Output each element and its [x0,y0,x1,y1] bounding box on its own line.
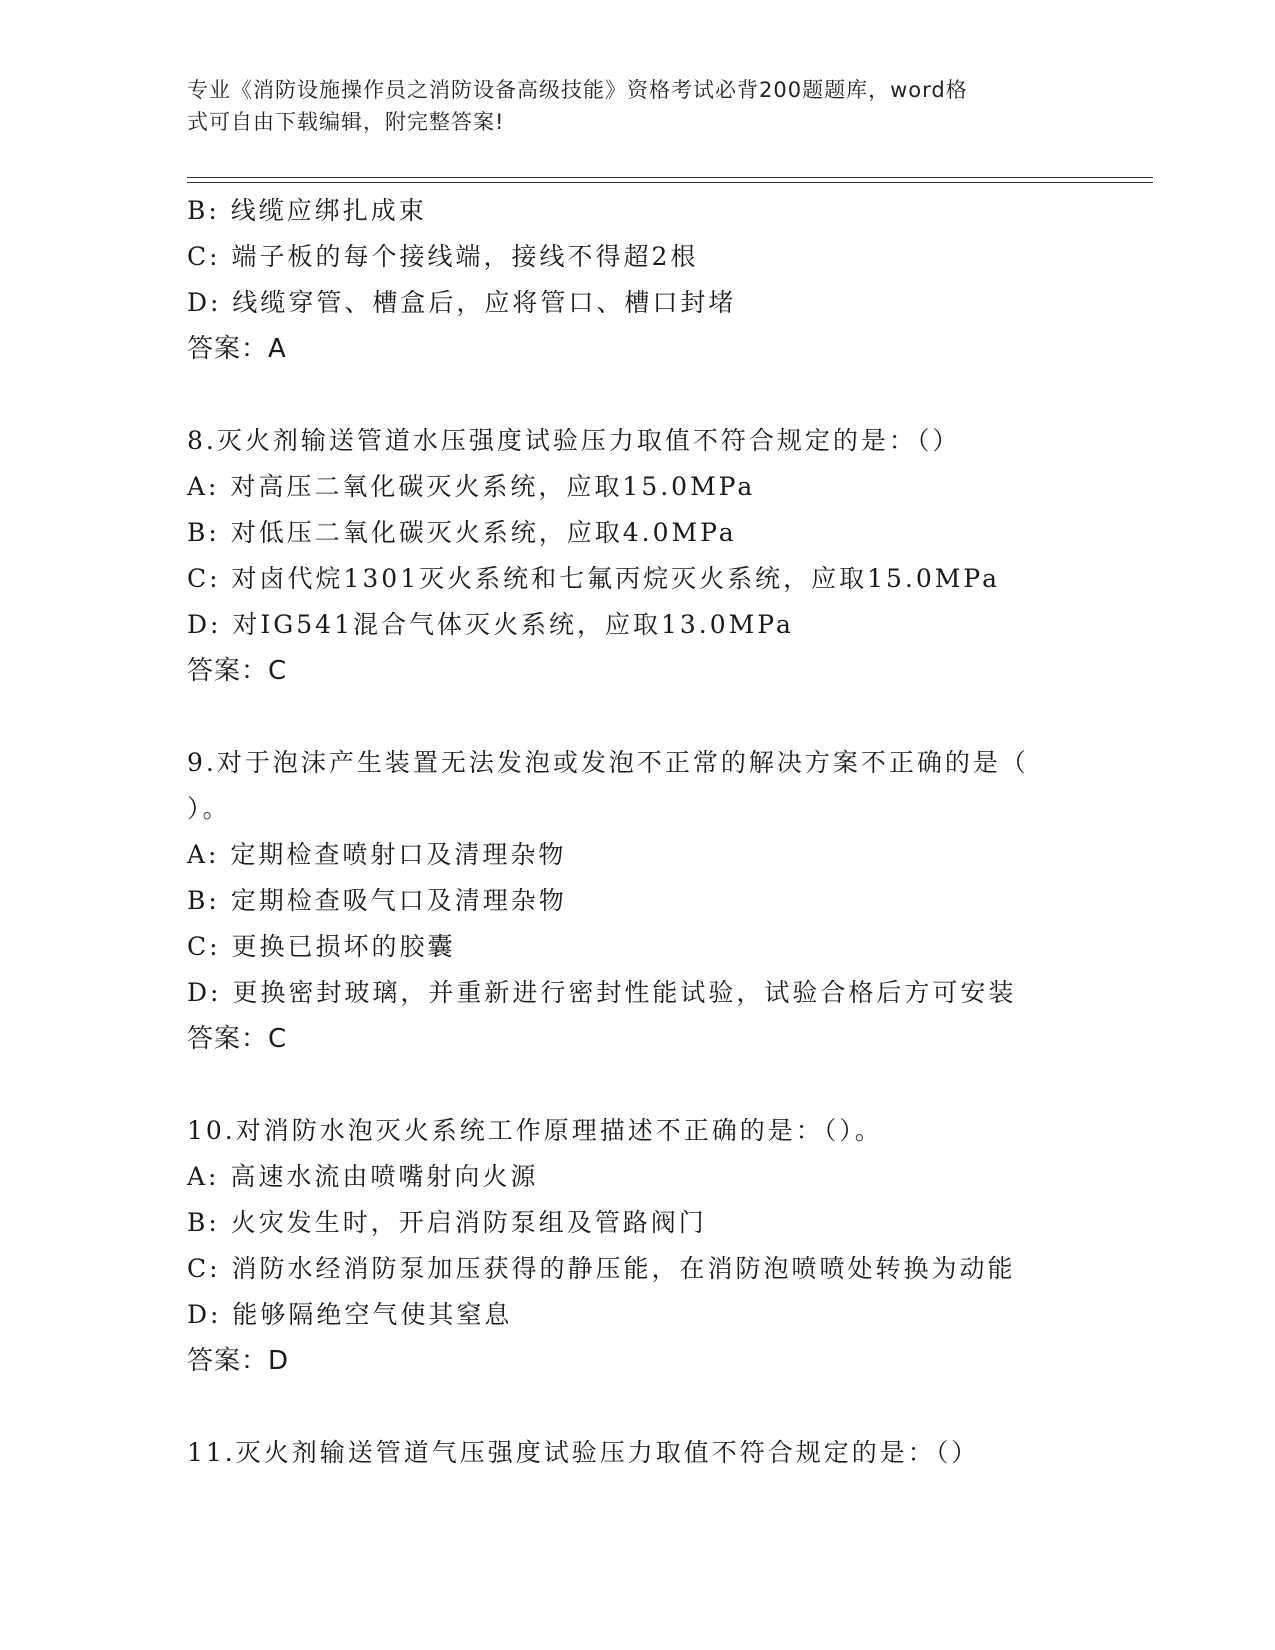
header-line-1: 专业《消防设施操作员之消防设备高级技能》资格考试必背200题题库，word格 [187,78,968,102]
question-text-line-2: ）。 [187,794,231,823]
question-text-line-1: 9.对于泡沫产生装置无法发泡或发泡不正常的解决方案不正确的是（ [187,748,1029,777]
answer: 答案：C [187,656,288,686]
option-c: C: 对卤代烷1301灭火系统和七氟丙烷灭火系统，应取15.0MPa [187,564,1000,593]
option-a: A: 定期检查喷射口及清理杂物 [187,840,567,869]
question-11 [187,1430,1087,1476]
option-b: B: 对低压二氧化碳灭火系统，应取4.0MPa [187,518,737,547]
answer: 答案：D [187,1346,290,1376]
question-8 [187,418,1087,694]
question-9 [187,740,1087,1062]
option-d: D: 能够隔绝空气使其窒息 [187,1300,513,1329]
option-d: D: 线缆穿管、槽盒后，应将管口、槽口封堵 [187,288,737,317]
question-text: 11.灭火剂输送管道气压强度试验压力取值不符合规定的是：（） [187,1438,980,1467]
option-c: C: 消防水经消防泵加压获得的静压能，在消防泡喷喷处转换为动能 [187,1254,1016,1283]
question-list [187,188,1087,1476]
header-line-2: 式可自由下载编辑，附完整答案! [187,110,505,134]
option-c: C: 更换已损坏的胶囊 [187,932,456,961]
option-a: A: 高速水流由喷嘴射向火源 [187,1162,539,1191]
option-b: B: 定期检查吸气口及清理杂物 [187,886,567,915]
option-d: D: 对IG541混合气体灭火系统，应取13.0MPa [187,610,794,639]
option-c: C: 端子板的每个接线端，接线不得超2根 [187,242,699,271]
question-10 [187,1108,1087,1384]
option-b: B: 线缆应绑扎成束 [187,196,427,225]
document-header [187,74,1067,138]
option-d: D: 更换密封玻璃，并重新进行密封性能试验，试验合格后方可安装 [187,978,1017,1007]
header-rule-bottom [187,182,1153,183]
question-text: 10.对消防水泡灭火系统工作原理描述不正确的是：（）。 [187,1116,883,1145]
header-rule-top [187,177,1153,178]
answer: 答案：A [187,334,287,364]
option-a: A: 对高压二氧化碳灭火系统，应取15.0MPa [187,472,756,501]
option-b: B: 火灾发生时，开启消防泵组及管路阀门 [187,1208,707,1237]
question-7-tail [187,188,1087,372]
question-text: 8.灭火剂输送管道水压强度试验压力取值不符合规定的是：（） [187,426,961,455]
answer: 答案：C [187,1024,288,1054]
